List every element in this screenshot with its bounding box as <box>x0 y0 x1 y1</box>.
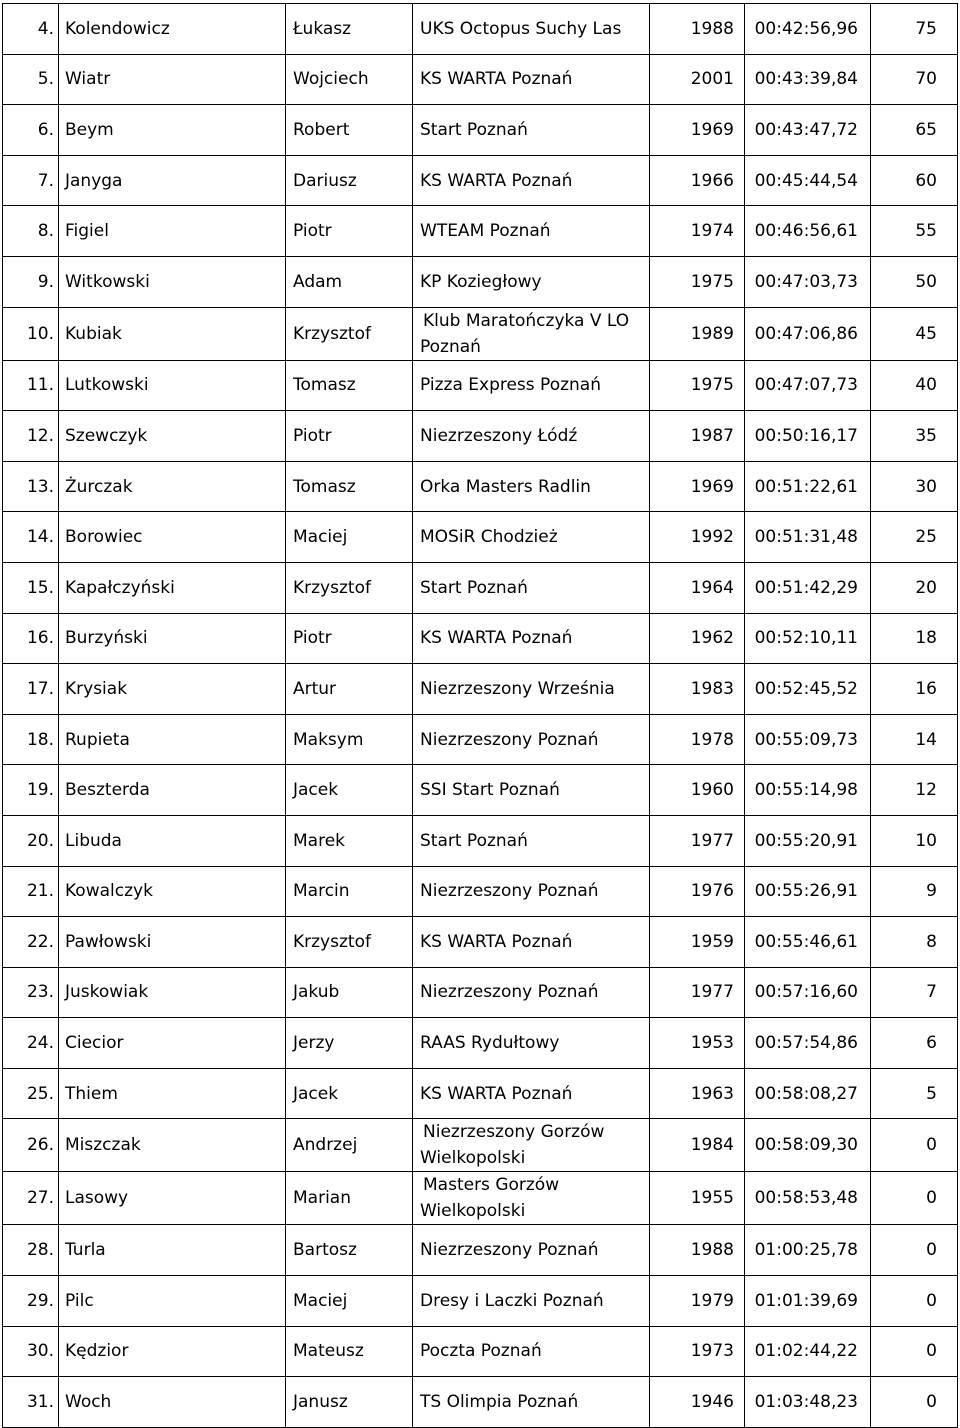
table-row <box>3 967 958 1018</box>
time-cell: 00:58:08,27 <box>745 1068 871 1119</box>
time-cell: 00:51:31,48 <box>745 512 871 563</box>
club-cell <box>413 1172 650 1225</box>
place-cell: 11. <box>3 360 59 411</box>
table-row <box>3 714 958 765</box>
birth-year-cell: 1977 <box>650 967 745 1018</box>
table-row <box>3 4 958 55</box>
first-name-cell: Maciej <box>286 1276 413 1327</box>
first-name-cell: Tomasz <box>286 360 413 411</box>
time-cell: 00:46:56,61 <box>745 206 871 257</box>
place-cell: 21. <box>3 866 59 917</box>
place-cell: 22. <box>3 917 59 968</box>
table-row <box>3 155 958 206</box>
club-cell: Poczta Poznań <box>413 1326 650 1377</box>
surname-cell: Miszczak <box>59 1119 286 1172</box>
table-row <box>3 815 958 866</box>
surname-cell: Figiel <box>59 206 286 257</box>
place-cell: 8. <box>3 206 59 257</box>
place-cell: 14. <box>3 512 59 563</box>
points-cell: 45 <box>871 307 958 360</box>
birth-year-cell: 1960 <box>650 765 745 816</box>
points-cell: 6 <box>871 1018 958 1069</box>
place-cell: 23. <box>3 967 59 1018</box>
time-cell: 00:55:14,98 <box>745 765 871 816</box>
time-cell: 00:58:53,48 <box>745 1172 871 1225</box>
time-cell: 00:58:09,30 <box>745 1119 871 1172</box>
first-name-cell: Mateusz <box>286 1326 413 1377</box>
birth-year-cell: 1955 <box>650 1172 745 1225</box>
time-cell: 01:02:44,22 <box>745 1326 871 1377</box>
time-cell: 00:50:16,17 <box>745 411 871 462</box>
birth-year-cell: 1978 <box>650 714 745 765</box>
club-line-2: Poznań <box>420 336 481 357</box>
place-cell: 17. <box>3 664 59 715</box>
club-line-2: Wielkopolski <box>420 1201 526 1222</box>
points-cell: 8 <box>871 917 958 968</box>
club-cell: KS WARTA Poznań <box>413 54 650 105</box>
points-cell: 20 <box>871 562 958 613</box>
first-name-cell: Janusz <box>286 1377 413 1428</box>
place-cell: 13. <box>3 461 59 512</box>
birth-year-cell: 1966 <box>650 155 745 206</box>
birth-year-cell: 1974 <box>650 206 745 257</box>
club-cell: KP Koziegłowy <box>413 256 650 307</box>
time-cell: 00:47:06,86 <box>745 307 871 360</box>
surname-cell: Rupieta <box>59 714 286 765</box>
club-cell: Start Poznań <box>413 815 650 866</box>
surname-cell: Juskowiak <box>59 967 286 1018</box>
surname-cell: Libuda <box>59 815 286 866</box>
table-row <box>3 1276 958 1327</box>
time-cell: 00:51:42,29 <box>745 562 871 613</box>
table-row <box>3 1068 958 1119</box>
first-name-cell: Jacek <box>286 1068 413 1119</box>
club-cell: WTEAM Poznań <box>413 206 650 257</box>
birth-year-cell: 1988 <box>650 1225 745 1276</box>
table-row <box>3 664 958 715</box>
time-cell: 00:55:20,91 <box>745 815 871 866</box>
birth-year-cell: 1977 <box>650 815 745 866</box>
table-row <box>3 54 958 105</box>
points-cell: 12 <box>871 765 958 816</box>
place-cell: 27. <box>3 1172 59 1225</box>
points-cell: 5 <box>871 1068 958 1119</box>
time-cell: 00:55:46,61 <box>745 917 871 968</box>
birth-year-cell: 1953 <box>650 1018 745 1069</box>
points-cell: 7 <box>871 967 958 1018</box>
points-cell: 25 <box>871 512 958 563</box>
birth-year-cell: 1975 <box>650 360 745 411</box>
place-cell: 9. <box>3 256 59 307</box>
birth-year-cell: 1987 <box>650 411 745 462</box>
surname-cell: Kowalczyk <box>59 866 286 917</box>
points-cell: 60 <box>871 155 958 206</box>
birth-year-cell: 1969 <box>650 461 745 512</box>
club-cell: Niezrzeszony Poznań <box>413 866 650 917</box>
birth-year-cell: 1984 <box>650 1119 745 1172</box>
time-cell: 00:55:09,73 <box>745 714 871 765</box>
time-cell: 00:52:45,52 <box>745 664 871 715</box>
first-name-cell: Marian <box>286 1172 413 1225</box>
club-cell: KS WARTA Poznań <box>413 1068 650 1119</box>
table-row <box>3 765 958 816</box>
points-cell: 10 <box>871 815 958 866</box>
surname-cell: Borowiec <box>59 512 286 563</box>
club-cell: KS WARTA Poznań <box>413 917 650 968</box>
club-cell <box>413 307 650 360</box>
first-name-cell: Adam <box>286 256 413 307</box>
club-cell: Niezrzeszony Poznań <box>413 967 650 1018</box>
table-row <box>3 256 958 307</box>
place-cell: 20. <box>3 815 59 866</box>
place-cell: 15. <box>3 562 59 613</box>
points-cell: 50 <box>871 256 958 307</box>
table-row <box>3 411 958 462</box>
surname-cell: Turla <box>59 1225 286 1276</box>
table-row <box>3 562 958 613</box>
birth-year-cell: 1969 <box>650 105 745 156</box>
birth-year-cell: 1964 <box>650 562 745 613</box>
table-row <box>3 206 958 257</box>
table-row <box>3 613 958 664</box>
surname-cell: Kędzior <box>59 1326 286 1377</box>
club-cell <box>413 1119 650 1172</box>
table-row <box>3 917 958 968</box>
club-cell: SSI Start Poznań <box>413 765 650 816</box>
points-cell: 35 <box>871 411 958 462</box>
surname-cell: Lutkowski <box>59 360 286 411</box>
club-line-2: Wielkopolski <box>420 1148 526 1169</box>
birth-year-cell: 1983 <box>650 664 745 715</box>
surname-cell: Pawłowski <box>59 917 286 968</box>
place-cell: 26. <box>3 1119 59 1172</box>
club-cell: KS WARTA Poznań <box>413 155 650 206</box>
points-cell: 55 <box>871 206 958 257</box>
club-cell: Pizza Express Poznań <box>413 360 650 411</box>
surname-cell: Lasowy <box>59 1172 286 1225</box>
birth-year-cell: 1946 <box>650 1377 745 1428</box>
time-cell: 00:42:56,96 <box>745 4 871 55</box>
table-row <box>3 1377 958 1428</box>
surname-cell: Beym <box>59 105 286 156</box>
table-row <box>3 866 958 917</box>
first-name-cell: Piotr <box>286 613 413 664</box>
club-cell: Dresy i Laczki Poznań <box>413 1276 650 1327</box>
table-row <box>3 105 958 156</box>
first-name-cell: Marek <box>286 815 413 866</box>
time-cell: 01:03:48,23 <box>745 1377 871 1428</box>
points-cell: 0 <box>871 1326 958 1377</box>
surname-cell: Kolendowicz <box>59 4 286 55</box>
club-line-1: Masters Gorzów <box>423 1175 560 1196</box>
club-cell: Start Poznań <box>413 562 650 613</box>
surname-cell: Kapałczyński <box>59 562 286 613</box>
points-cell: 30 <box>871 461 958 512</box>
club-cell: UKS Octopus Suchy Las <box>413 4 650 55</box>
time-cell: 00:47:07,73 <box>745 360 871 411</box>
time-cell: 00:43:47,72 <box>745 105 871 156</box>
time-cell: 00:55:26,91 <box>745 866 871 917</box>
first-name-cell: Marcin <box>286 866 413 917</box>
points-cell: 0 <box>871 1119 958 1172</box>
table-row <box>3 1119 958 1172</box>
place-cell: 7. <box>3 155 59 206</box>
first-name-cell: Krzysztof <box>286 307 413 360</box>
points-cell: 65 <box>871 105 958 156</box>
points-cell: 40 <box>871 360 958 411</box>
club-cell: Orka Masters Radlin <box>413 461 650 512</box>
club-cell: TS Olimpia Poznań <box>413 1377 650 1428</box>
birth-year-cell: 1962 <box>650 613 745 664</box>
first-name-cell: Łukasz <box>286 4 413 55</box>
surname-cell: Witkowski <box>59 256 286 307</box>
first-name-cell: Bartosz <box>286 1225 413 1276</box>
club-cell: MOSiR Chodzież <box>413 512 650 563</box>
club-cell: Start Poznań <box>413 105 650 156</box>
first-name-cell: Piotr <box>286 206 413 257</box>
table-row <box>3 1018 958 1069</box>
time-cell: 00:45:44,54 <box>745 155 871 206</box>
first-name-cell: Krzysztof <box>286 917 413 968</box>
surname-cell: Ciecior <box>59 1018 286 1069</box>
points-cell: 9 <box>871 866 958 917</box>
first-name-cell: Krzysztof <box>286 562 413 613</box>
surname-cell: Woch <box>59 1377 286 1428</box>
birth-year-cell: 1963 <box>650 1068 745 1119</box>
place-cell: 30. <box>3 1326 59 1377</box>
club-cell: RAAS Rydułtowy <box>413 1018 650 1069</box>
place-cell: 29. <box>3 1276 59 1327</box>
club-line-1: Niezrzeszony Gorzów <box>423 1122 605 1143</box>
place-cell: 18. <box>3 714 59 765</box>
surname-cell: Janyga <box>59 155 286 206</box>
club-cell: Niezrzeszony Września <box>413 664 650 715</box>
first-name-cell: Andrzej <box>286 1119 413 1172</box>
first-name-cell: Jacek <box>286 765 413 816</box>
table-row <box>3 1225 958 1276</box>
points-cell: 16 <box>871 664 958 715</box>
points-cell: 0 <box>871 1172 958 1225</box>
time-cell: 00:57:16,60 <box>745 967 871 1018</box>
table-row <box>3 360 958 411</box>
first-name-cell: Jakub <box>286 967 413 1018</box>
surname-cell: Burzyński <box>59 613 286 664</box>
birth-year-cell: 1992 <box>650 512 745 563</box>
results-body <box>3 4 958 1428</box>
place-cell: 25. <box>3 1068 59 1119</box>
table-row <box>3 512 958 563</box>
place-cell: 10. <box>3 307 59 360</box>
time-cell: 00:47:03,73 <box>745 256 871 307</box>
points-cell: 75 <box>871 4 958 55</box>
surname-cell: Kubiak <box>59 307 286 360</box>
surname-cell: Beszterda <box>59 765 286 816</box>
club-cell: Niezrzeszony Poznań <box>413 1225 650 1276</box>
place-cell: 5. <box>3 54 59 105</box>
first-name-cell: Dariusz <box>286 155 413 206</box>
birth-year-cell: 1989 <box>650 307 745 360</box>
club-line-1: Klub Maratończyka V LO <box>423 310 630 331</box>
surname-cell: Wiatr <box>59 54 286 105</box>
birth-year-cell: 1975 <box>650 256 745 307</box>
time-cell: 00:43:39,84 <box>745 54 871 105</box>
table-row <box>3 307 958 360</box>
place-cell: 4. <box>3 4 59 55</box>
place-cell: 24. <box>3 1018 59 1069</box>
birth-year-cell: 1988 <box>650 4 745 55</box>
time-cell: 01:00:25,78 <box>745 1225 871 1276</box>
surname-cell: Pilc <box>59 1276 286 1327</box>
first-name-cell: Maciej <box>286 512 413 563</box>
time-cell: 01:01:39,69 <box>745 1276 871 1327</box>
birth-year-cell: 2001 <box>650 54 745 105</box>
club-cell: Niezrzeszony Łódź <box>413 411 650 462</box>
surname-cell: Thiem <box>59 1068 286 1119</box>
place-cell: 19. <box>3 765 59 816</box>
place-cell: 31. <box>3 1377 59 1428</box>
place-cell: 16. <box>3 613 59 664</box>
club-cell: Niezrzeszony Poznań <box>413 714 650 765</box>
points-cell: 14 <box>871 714 958 765</box>
birth-year-cell: 1959 <box>650 917 745 968</box>
place-cell: 6. <box>3 105 59 156</box>
first-name-cell: Artur <box>286 664 413 715</box>
place-cell: 28. <box>3 1225 59 1276</box>
points-cell: 0 <box>871 1377 958 1428</box>
surname-cell: Szewczyk <box>59 411 286 462</box>
table-row <box>3 1326 958 1377</box>
points-cell: 18 <box>871 613 958 664</box>
time-cell: 00:57:54,86 <box>745 1018 871 1069</box>
table-row <box>3 461 958 512</box>
points-cell: 0 <box>871 1276 958 1327</box>
time-cell: 00:51:22,61 <box>745 461 871 512</box>
first-name-cell: Tomasz <box>286 461 413 512</box>
points-cell: 70 <box>871 54 958 105</box>
first-name-cell: Robert <box>286 105 413 156</box>
first-name-cell: Maksym <box>286 714 413 765</box>
results-table <box>2 3 958 1428</box>
surname-cell: Żurczak <box>59 461 286 512</box>
club-cell: KS WARTA Poznań <box>413 613 650 664</box>
birth-year-cell: 1973 <box>650 1326 745 1377</box>
table-row <box>3 1172 958 1225</box>
first-name-cell: Wojciech <box>286 54 413 105</box>
birth-year-cell: 1979 <box>650 1276 745 1327</box>
first-name-cell: Piotr <box>286 411 413 462</box>
first-name-cell: Jerzy <box>286 1018 413 1069</box>
place-cell: 12. <box>3 411 59 462</box>
points-cell: 0 <box>871 1225 958 1276</box>
time-cell: 00:52:10,11 <box>745 613 871 664</box>
surname-cell: Krysiak <box>59 664 286 715</box>
birth-year-cell: 1976 <box>650 866 745 917</box>
